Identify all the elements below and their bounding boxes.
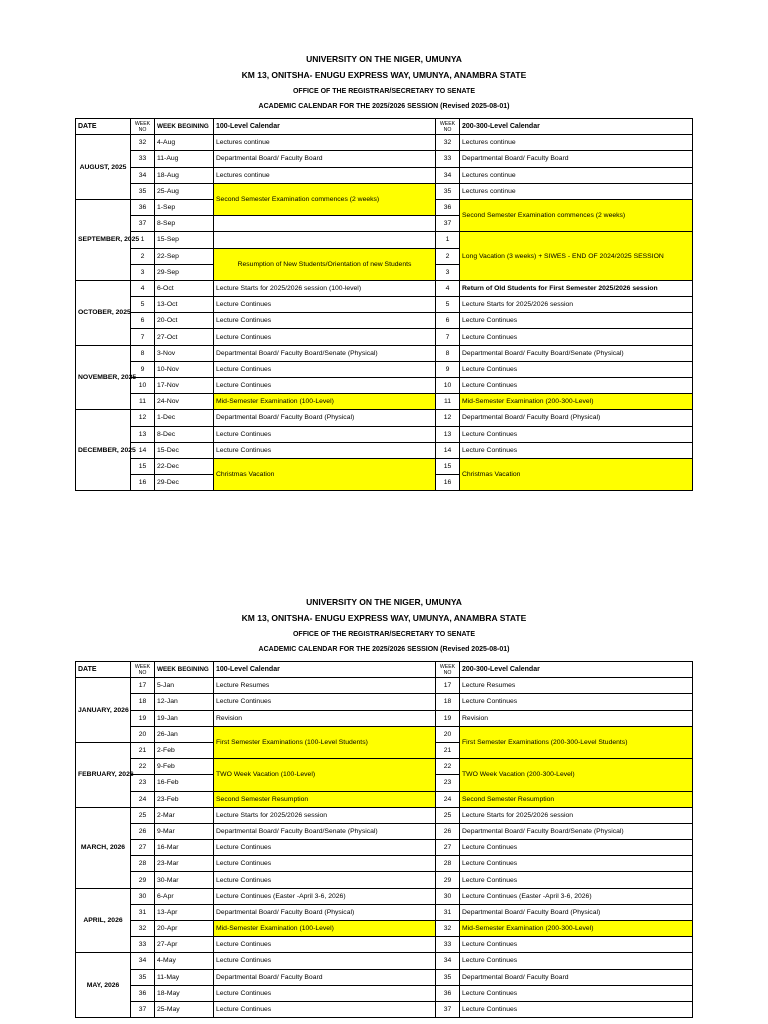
cal-100-header: 100-Level Calendar [214, 662, 436, 678]
calendar-100-event: Resumption of New Students/Orientation of new Students [214, 248, 436, 280]
cal-100-header: 100-Level Calendar [214, 119, 436, 135]
table-header-row [76, 119, 693, 135]
calendar-100-event: Lecture Continues [214, 872, 436, 888]
calendar-200-300-event: Departmental Board/ Faculty Board/Senate (Physical) [460, 345, 693, 361]
calendar-200-300-event: Lecture Continues [460, 872, 693, 888]
week-number: 29 [131, 872, 155, 888]
table-row [76, 888, 693, 904]
week-number: 8 [131, 345, 155, 361]
week-number: 18 [436, 694, 460, 710]
week-beginning-date: 17-Nov [155, 378, 214, 394]
week-beginning-date: 9-Mar [155, 823, 214, 839]
week-beginning-date: 10-Nov [155, 361, 214, 377]
office-title: OFFICE OF THE REGISTRAR/SECRETARY TO SENATE [292, 88, 475, 95]
week-number: 33 [131, 937, 155, 953]
table-row [76, 183, 693, 199]
university-address: KM 13, ONITSHA- ENUGU EXPRESS WAY, UMUNYA, ANAMBRA STATE [241, 613, 527, 623]
week-number: 33 [436, 937, 460, 953]
week-beginning-date: 29-Dec [155, 475, 214, 491]
week-number: 21 [131, 742, 155, 758]
week-number: 2 [436, 248, 460, 264]
week-beginning-date: 16-Mar [155, 840, 214, 856]
table-row [76, 297, 693, 313]
calendar-100-event: Second Semester Examination commences (2 weeks) [214, 183, 436, 215]
week-beginning-header: WEEK BEGINING [155, 119, 214, 135]
week-number: 35 [131, 183, 155, 199]
calendar-100-event: Lecture Continues [214, 856, 436, 872]
month-cell: MARCH, 2026 [76, 807, 131, 888]
week-beginning-date: 13-Oct [155, 297, 214, 313]
calendar-100-event: Mid-Semester Examination (100-Level) [214, 921, 436, 937]
week-beginning-date: 6-Apr [155, 888, 214, 904]
week-beginning-date: 4-Aug [155, 135, 214, 151]
calendar-100-event: Lecture Continues [214, 694, 436, 710]
month-cell: NOVEMBER, 2025 [76, 345, 131, 410]
week-beginning-date: 26-Jan [155, 726, 214, 742]
calendar-100-event: Departmental Board/ Faculty Board (Physical) [214, 410, 436, 426]
week-beginning-date: 20-Oct [155, 313, 214, 329]
office-title: OFFICE OF THE REGISTRAR/SECRETARY TO SENATE [292, 631, 475, 638]
calendar-100-event: Lecture Continues [214, 426, 436, 442]
week-number: 25 [131, 807, 155, 823]
week-beginning-date: 5-Jan [155, 678, 214, 694]
calendar-100-event: TWO Week Vacation (100-Level) [214, 759, 436, 791]
calendar-100-event [214, 232, 436, 248]
table-row [76, 840, 693, 856]
week-number: 1 [436, 232, 460, 248]
calendar-100-event: First Semester Examinations (100-Level Students) [214, 726, 436, 758]
month-cell: SEPTEMBER, 2025 [76, 199, 131, 280]
week-number: 10 [131, 378, 155, 394]
week-number: 9 [436, 361, 460, 377]
week-beginning-date: 22-Sep [155, 248, 214, 264]
week-number: 19 [436, 710, 460, 726]
calendar-100-event: Departmental Board/ Faculty Board/Senate (Physical) [214, 345, 436, 361]
week-number: 4 [436, 280, 460, 296]
calendar-100-event: Lecture Continues (Easter -April 3-6, 2026) [214, 888, 436, 904]
week-no-header: WEEK NO [436, 119, 460, 135]
week-beginning-date: 30-Mar [155, 872, 214, 888]
week-number: 37 [436, 1001, 460, 1017]
month-cell: FEBRUARY, 2026 [76, 742, 131, 807]
week-number: 28 [131, 856, 155, 872]
calendar-200-300-event: Mid-Semester Examination (200-300-Level) [460, 394, 693, 410]
table-row [76, 378, 693, 394]
table-row [76, 329, 693, 345]
calendar-100-event: Lecture Resumes [214, 678, 436, 694]
calendar-header-2 [0, 596, 768, 656]
week-number: 30 [436, 888, 460, 904]
table-row [76, 426, 693, 442]
week-number: 35 [131, 969, 155, 985]
calendar-100-event: Christmas Vacation [214, 458, 436, 490]
calendar-200-300-event: Mid-Semester Examination (200-300-Level) [460, 921, 693, 937]
week-beginning-date: 11-May [155, 969, 214, 985]
week-no-header: WEEK NO [436, 662, 460, 678]
week-no-header: WEEK NO [131, 662, 155, 678]
calendar-100-event: Lecture Continues [214, 442, 436, 458]
week-number: 11 [131, 394, 155, 410]
calendar-100-event: Lecture Continues [214, 297, 436, 313]
calendar-200-300-event: Lecture Starts for 2025/2026 session [460, 297, 693, 313]
table-row [76, 823, 693, 839]
calendar-100-event: Lecture Starts for 2025/2026 session (100-level) [214, 280, 436, 296]
table-row [76, 313, 693, 329]
week-beginning-date: 13-Apr [155, 904, 214, 920]
week-beginning-header: WEEK BEGINING [155, 662, 214, 678]
week-beginning-date: 22-Dec [155, 458, 214, 474]
week-beginning-date: 3-Nov [155, 345, 214, 361]
week-beginning-date: 18-May [155, 985, 214, 1001]
week-number: 19 [131, 710, 155, 726]
calendar-200-300-event: Lecture Continues [460, 313, 693, 329]
calendar-200-300-event: Lecture Continues [460, 361, 693, 377]
week-number: 2 [131, 248, 155, 264]
calendar-title: ACADEMIC CALENDAR FOR THE 2025/2026 SESSION (Revised 2025-08-01) [258, 646, 510, 653]
calendar-200-300-event: TWO Week Vacation (200-300-Level) [460, 759, 693, 791]
calendar-200-300-event: Lecture Continues [460, 856, 693, 872]
table-row [76, 361, 693, 377]
week-number: 35 [436, 183, 460, 199]
table-row [76, 1001, 693, 1017]
week-number: 22 [436, 759, 460, 775]
calendar-200-300-event: Lecture Continues [460, 985, 693, 1001]
week-number: 32 [131, 135, 155, 151]
week-number: 3 [131, 264, 155, 280]
week-number: 17 [131, 678, 155, 694]
calendar-100-event: Revision [214, 710, 436, 726]
week-beginning-date: 2-Mar [155, 807, 214, 823]
week-number: 35 [436, 969, 460, 985]
calendar-200-300-event: First Semester Examinations (200-300-Level Students) [460, 726, 693, 758]
week-beginning-date: 16-Feb [155, 775, 214, 791]
week-number: 7 [131, 329, 155, 345]
week-beginning-date: 24-Nov [155, 394, 214, 410]
week-beginning-date: 25-May [155, 1001, 214, 1017]
week-number: 31 [436, 904, 460, 920]
week-number: 8 [436, 345, 460, 361]
date-header: DATE [76, 119, 131, 135]
calendar-title: ACADEMIC CALENDAR FOR THE 2025/2026 SESSION (Revised 2025-08-01) [258, 103, 510, 110]
week-beginning-date: 20-Apr [155, 921, 214, 937]
week-beginning-date: 11-Aug [155, 151, 214, 167]
week-number: 12 [131, 410, 155, 426]
week-beginning-date: 2-Feb [155, 742, 214, 758]
calendar-200-300-event: Lecture Continues [460, 1001, 693, 1017]
week-number: 37 [131, 216, 155, 232]
calendar-200-300-event: Lectures continue [460, 167, 693, 183]
week-beginning-date: 18-Aug [155, 167, 214, 183]
table-row [76, 410, 693, 426]
week-number: 6 [436, 313, 460, 329]
week-beginning-date: 23-Mar [155, 856, 214, 872]
week-beginning-date: 25-Aug [155, 183, 214, 199]
calendar-100-event: Lecture Continues [214, 985, 436, 1001]
week-number: 16 [131, 475, 155, 491]
week-beginning-date: 27-Apr [155, 937, 214, 953]
week-number: 10 [436, 378, 460, 394]
week-number: 32 [436, 135, 460, 151]
week-number: 29 [436, 872, 460, 888]
calendar-100-event: Lecture Continues [214, 953, 436, 969]
calendar-200-300-event: Lecture Continues (Easter -April 3-6, 2026) [460, 888, 693, 904]
week-number: 21 [436, 742, 460, 758]
calendar-table-1 [75, 118, 693, 491]
week-beginning-date: 29-Sep [155, 264, 214, 280]
table-row [76, 791, 693, 807]
table-row [76, 678, 693, 694]
month-cell: MAY, 2026 [76, 953, 131, 1018]
week-number: 33 [131, 151, 155, 167]
week-number: 18 [131, 694, 155, 710]
table-row [76, 953, 693, 969]
month-cell: OCTOBER, 2025 [76, 280, 131, 345]
calendar-200-300-event: Second Semester Examination commences (2 weeks) [460, 199, 693, 231]
week-number: 22 [131, 759, 155, 775]
table-row [76, 904, 693, 920]
week-beginning-date: 6-Oct [155, 280, 214, 296]
table-header-row [76, 662, 693, 678]
week-number: 13 [436, 426, 460, 442]
calendar-200-300-event: Lecture Continues [460, 840, 693, 856]
week-number: 26 [436, 823, 460, 839]
week-number: 20 [131, 726, 155, 742]
calendar-100-event: Lecture Continues [214, 1001, 436, 1017]
week-number: 32 [436, 921, 460, 937]
week-number: 16 [436, 475, 460, 491]
calendar-100-event: Mid-Semester Examination (100-Level) [214, 394, 436, 410]
table-row [76, 442, 693, 458]
week-beginning-date: 19-Jan [155, 710, 214, 726]
table-row [76, 937, 693, 953]
calendar-200-300-event: Lecture Continues [460, 378, 693, 394]
table-row [76, 872, 693, 888]
table-row [76, 345, 693, 361]
table-row [76, 280, 693, 296]
table-row [76, 726, 693, 742]
table-row [76, 135, 693, 151]
table-row [76, 394, 693, 410]
calendar-100-event: Departmental Board/ Faculty Board (Physical) [214, 904, 436, 920]
week-number: 13 [131, 426, 155, 442]
month-cell: JANUARY, 2026 [76, 678, 131, 743]
table-row [76, 985, 693, 1001]
week-number: 5 [436, 297, 460, 313]
week-number: 15 [436, 458, 460, 474]
month-cell: APRIL, 2026 [76, 888, 131, 953]
calendar-200-300-event: Lecture Continues [460, 694, 693, 710]
week-number: 36 [131, 199, 155, 215]
week-number: 14 [131, 442, 155, 458]
calendar-200-300-event: Lecture Starts for 2025/2026 session [460, 807, 693, 823]
week-number: 12 [436, 410, 460, 426]
week-number: 23 [436, 775, 460, 791]
week-no-header: WEEK NO [131, 119, 155, 135]
week-beginning-date: 8-Sep [155, 216, 214, 232]
week-number: 34 [131, 953, 155, 969]
calendar-200-300-event: Lectures continue [460, 183, 693, 199]
university-address: KM 13, ONITSHA- ENUGU EXPRESS WAY, UMUNYA, ANAMBRA STATE [241, 70, 527, 80]
week-number: 15 [131, 458, 155, 474]
table-row [76, 694, 693, 710]
calendar-100-event: Lecture Continues [214, 329, 436, 345]
calendar-100-event: Departmental Board/ Faculty Board/Senate (Physical) [214, 823, 436, 839]
week-number: 28 [436, 856, 460, 872]
week-number: 33 [436, 151, 460, 167]
week-number: 31 [131, 904, 155, 920]
week-beginning-date: 12-Jan [155, 694, 214, 710]
cal-200-300-header: 200-300-Level Calendar [460, 662, 693, 678]
week-beginning-date: 4-May [155, 953, 214, 969]
calendar-100-event: Lecture Continues [214, 361, 436, 377]
week-number: 5 [131, 297, 155, 313]
calendar-200-300-event: Departmental Board/ Faculty Board [460, 151, 693, 167]
calendar-200-300-event: Departmental Board/ Faculty Board [460, 969, 693, 985]
table-row [76, 167, 693, 183]
week-number: 3 [436, 264, 460, 280]
week-number: 17 [436, 678, 460, 694]
week-number: 32 [131, 921, 155, 937]
calendar-table-2 [75, 661, 693, 1018]
calendar-200-300-event: Lecture Continues [460, 442, 693, 458]
week-beginning-date: 23-Feb [155, 791, 214, 807]
table-row [76, 807, 693, 823]
month-cell: DECEMBER, 2025 [76, 410, 131, 491]
week-number: 9 [131, 361, 155, 377]
week-number: 34 [131, 167, 155, 183]
week-number: 26 [131, 823, 155, 839]
week-number: 20 [436, 726, 460, 742]
calendar-100-event: Departmental Board/ Faculty Board [214, 151, 436, 167]
week-number: 4 [131, 280, 155, 296]
week-number: 6 [131, 313, 155, 329]
calendar-100-event: Lecture Continues [214, 937, 436, 953]
calendar-200-300-event: Christmas Vacation [460, 458, 693, 490]
calendar-200-300-event: Lecture Continues [460, 937, 693, 953]
calendar-200-300-event: Second Semester Resumption [460, 791, 693, 807]
week-beginning-date: 15-Dec [155, 442, 214, 458]
table-row [76, 856, 693, 872]
calendar-100-event: Departmental Board/ Faculty Board [214, 969, 436, 985]
calendar-200-300-event: Return of Old Students for First Semester 2025/2026 session [460, 280, 693, 296]
week-number: 1 [131, 232, 155, 248]
week-number: 27 [131, 840, 155, 856]
calendar-100-event: Second Semester Resumption [214, 791, 436, 807]
calendar-100-event: Lecture Continues [214, 313, 436, 329]
week-beginning-date: 27-Oct [155, 329, 214, 345]
week-number: 14 [436, 442, 460, 458]
calendar-200-300-event: Lecture Continues [460, 953, 693, 969]
week-number: 7 [436, 329, 460, 345]
calendar-100-event: Lecture Continues [214, 840, 436, 856]
calendar-200-300-event: Lectures continue [460, 135, 693, 151]
university-name: UNIVERSITY ON THE NIGER, UMUNYA [306, 597, 462, 607]
week-beginning-date: 9-Feb [155, 759, 214, 775]
calendar-200-300-event: Long Vacation (3 weeks) + SIWES - END OF 2024/2025 SESSION [460, 232, 693, 281]
calendar-header-1 [0, 53, 768, 113]
calendar-200-300-event: Revision [460, 710, 693, 726]
week-number: 24 [436, 791, 460, 807]
calendar-100-event: Lecture Starts for 2025/2026 session [214, 807, 436, 823]
week-number: 36 [436, 985, 460, 1001]
university-name: UNIVERSITY ON THE NIGER, UMUNYA [306, 54, 462, 64]
date-header: DATE [76, 662, 131, 678]
calendar-200-300-event: Lecture Continues [460, 329, 693, 345]
week-number: 11 [436, 394, 460, 410]
week-number: 37 [436, 216, 460, 232]
table-row [76, 759, 693, 775]
table-row [76, 710, 693, 726]
week-number: 27 [436, 840, 460, 856]
table-row [76, 969, 693, 985]
calendar-200-300-event: Departmental Board/ Faculty Board (Physical) [460, 410, 693, 426]
calendar-200-300-event: Departmental Board/ Faculty Board (Physical) [460, 904, 693, 920]
week-number: 34 [436, 953, 460, 969]
week-beginning-date: 1-Dec [155, 410, 214, 426]
calendar-100-event [214, 216, 436, 232]
week-number: 37 [131, 1001, 155, 1017]
week-number: 23 [131, 775, 155, 791]
calendar-100-event: Lectures continue [214, 135, 436, 151]
month-cell: AUGUST, 2025 [76, 135, 131, 200]
calendar-200-300-event: Lecture Resumes [460, 678, 693, 694]
table-row [76, 921, 693, 937]
calendar-200-300-event: Departmental Board/ Faculty Board/Senate (Physical) [460, 823, 693, 839]
week-beginning-date: 8-Dec [155, 426, 214, 442]
table-row [76, 151, 693, 167]
table-row [76, 232, 693, 248]
calendar-100-event: Lecture Continues [214, 378, 436, 394]
week-number: 24 [131, 791, 155, 807]
week-number: 34 [436, 167, 460, 183]
week-number: 36 [436, 199, 460, 215]
cal-200-300-header: 200-300-Level Calendar [460, 119, 693, 135]
table-row [76, 458, 693, 474]
calendar-200-300-event: Lecture Continues [460, 426, 693, 442]
week-beginning-date: 1-Sep [155, 199, 214, 215]
week-number: 36 [131, 985, 155, 1001]
week-number: 30 [131, 888, 155, 904]
week-number: 25 [436, 807, 460, 823]
week-beginning-date: 15-Sep [155, 232, 214, 248]
calendar-100-event: Lectures continue [214, 167, 436, 183]
